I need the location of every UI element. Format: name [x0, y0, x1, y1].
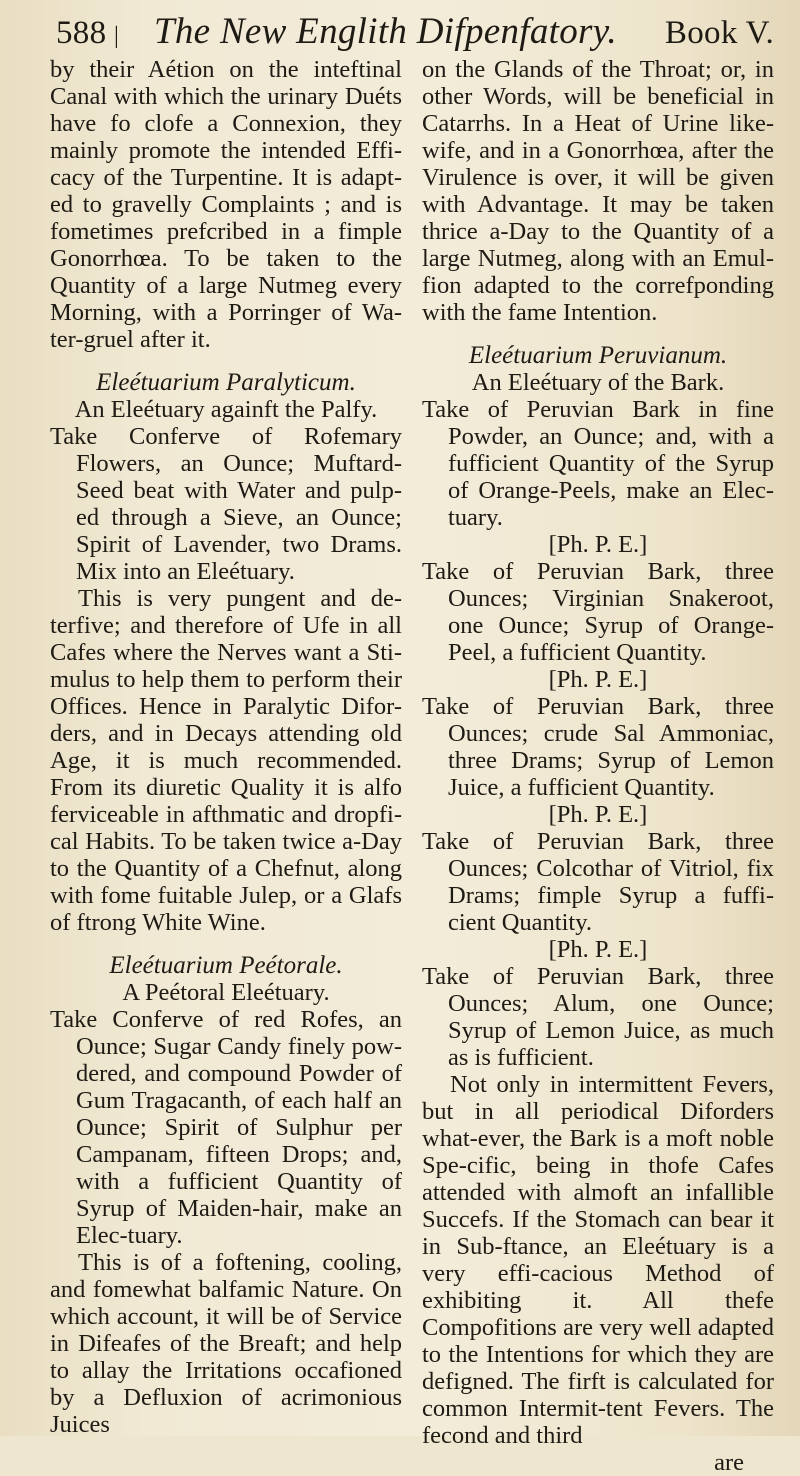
pharmacopoeia-reference: [Ph. P. E.] [548, 936, 648, 963]
running-title: The New Englith Difpenfatory. [154, 11, 617, 52]
commentary-paragraph: Not only in intermittent Fevers, but in all periodical Diforders what-ever, the Bark is a moft noble Spe-cific, being in thofe Cafes attended with almoft an infallible Succefs. If the Stomach can bear it in Sub-ftance, an Eleétuary is a very effi-cacious Method of exhibiting it. All thefe Compofitions are very well adapted to the Intentions for which they are defigned. The firft is calculated for common Intermit-tent Fevers. The fecond and third [422, 1071, 774, 1449]
page-number: 588 [56, 15, 107, 51]
section-subtitle: A Peétoral Eleétuary. [122, 979, 330, 1006]
pharmacopoeia-reference: [Ph. P. E.] [548, 666, 648, 693]
left-column [50, 56, 402, 1476]
recipe-variant: Take of Peruvian Bark, three Ounces; Colcothar of Vitriol, fix Drams; fimple Syrup a fuffi-cient Quantity. [422, 828, 774, 936]
section-subtitle: An Eleétuary of the Bark. [471, 369, 725, 396]
head-separator: | [114, 23, 120, 49]
recipe-paragraph: Take Conferve of red Rofes, an Ounce; Sugar Candy finely pow-dered, and compound Powder of Gum Tragacanth, of each half an Ounce; Spirit of Sulphur per Campanam, fifteen Drops; and, with a fufficient Quantity of Syrup of Maiden-hair, make an Elec-tuary. [50, 1006, 402, 1249]
recipe-variant: Take of Peruvian Bark, three Ounces; Alum, one Ounce; Syrup of Lemon Juice, as much as is fufficient. [422, 963, 774, 1071]
section-title: Eleétuarium Peétorale. [109, 952, 343, 979]
recipe-variant: Take of Peruvian Bark, three Ounces; crude Sal Ammoniac, three Drams; Syrup of Lemon Juice, a fufficient Quantity. [422, 693, 774, 801]
recipe-paragraph: Take of Peruvian Bark in fine Powder, an Ounce; and, with a fufficient Quantity of the Syrup of Orange-Peels, make an Elec-tuary. [422, 396, 774, 531]
running-head [50, 10, 774, 56]
pharmacopoeia-reference: [Ph. P. E.] [548, 531, 648, 558]
recipe-paragraph: Take Conferve of Rofemary Flowers, an Ounce; Muftard-Seed beat with Water and pulp-ed through a Sieve, an Ounce; Spirit of Lavender, two Drams. Mix into an Eleétuary. [50, 423, 402, 585]
continued-paragraph: on the Glands of the Throat; or, in other Words, will be beneficial in Catarrhs. In a Heat of Urine like-wife, and in a Gonorrhœa, after the Virulence is over, it will be given with Advantage. It may be taken thrice a-Day to the Quantity of a large Nutmeg, along with an Emul-fion adapted to the correfponding with the fame Intention. [422, 56, 774, 326]
text-columns [50, 56, 774, 1476]
right-column [422, 56, 774, 1476]
continued-paragraph: by their Aétion on the inteftinal Canal with which the urinary Duéts have fo clofe a Connexion, they mainly promote the intended Effi-cacy of the Turpentine. It is adapt-ed to gravelly Complaints ; and is fometimes prefcribed in a fimple Gonorrhœa. To be taken to the Quantity of a large Nutmeg every Morning, with a Porringer of Wa-ter-gruel after it. [50, 56, 402, 353]
catchword: are [714, 1449, 744, 1476]
commentary-paragraph: This is of a foftening, cooling, and fomewhat balfamic Nature. On which account, it will be of Service in Difeafes of the Breaft; and help to allay the Irritations occafioned by a Defluxion of acrimonious Juices [50, 1249, 402, 1438]
pharmacopoeia-reference: [Ph. P. E.] [548, 801, 648, 828]
section-title: Eleétuarium Peruvianum. [468, 342, 728, 369]
section-title: Eleétuarium Paralyticum. [96, 369, 356, 396]
book-number: Book V. [664, 15, 774, 51]
commentary-paragraph: This is very pungent and de-terfive; and therefore of Ufe in all Cafes where the Nerves want a Sti-mulus to help them to perform their Offices. Hence in Paralytic Difor-ders, and in Decays attending old Age, it is much recommended. From its diuretic Quality it is alfo ferviceable in afthmatic and dropfi-cal Habits. To be taken twice a-Day to the Quantity of a Chefnut, along with fome fuitable Julep, or a Glafs of ftrong White Wine. [50, 585, 402, 936]
recipe-variant: Take of Peruvian Bark, three Ounces; Virginian Snakeroot, one Ounce; Syrup of Orange-Peel, a fufficient Quantity. [422, 558, 774, 666]
section-subtitle: An Eleétuary againft the Palfy. [74, 396, 378, 423]
